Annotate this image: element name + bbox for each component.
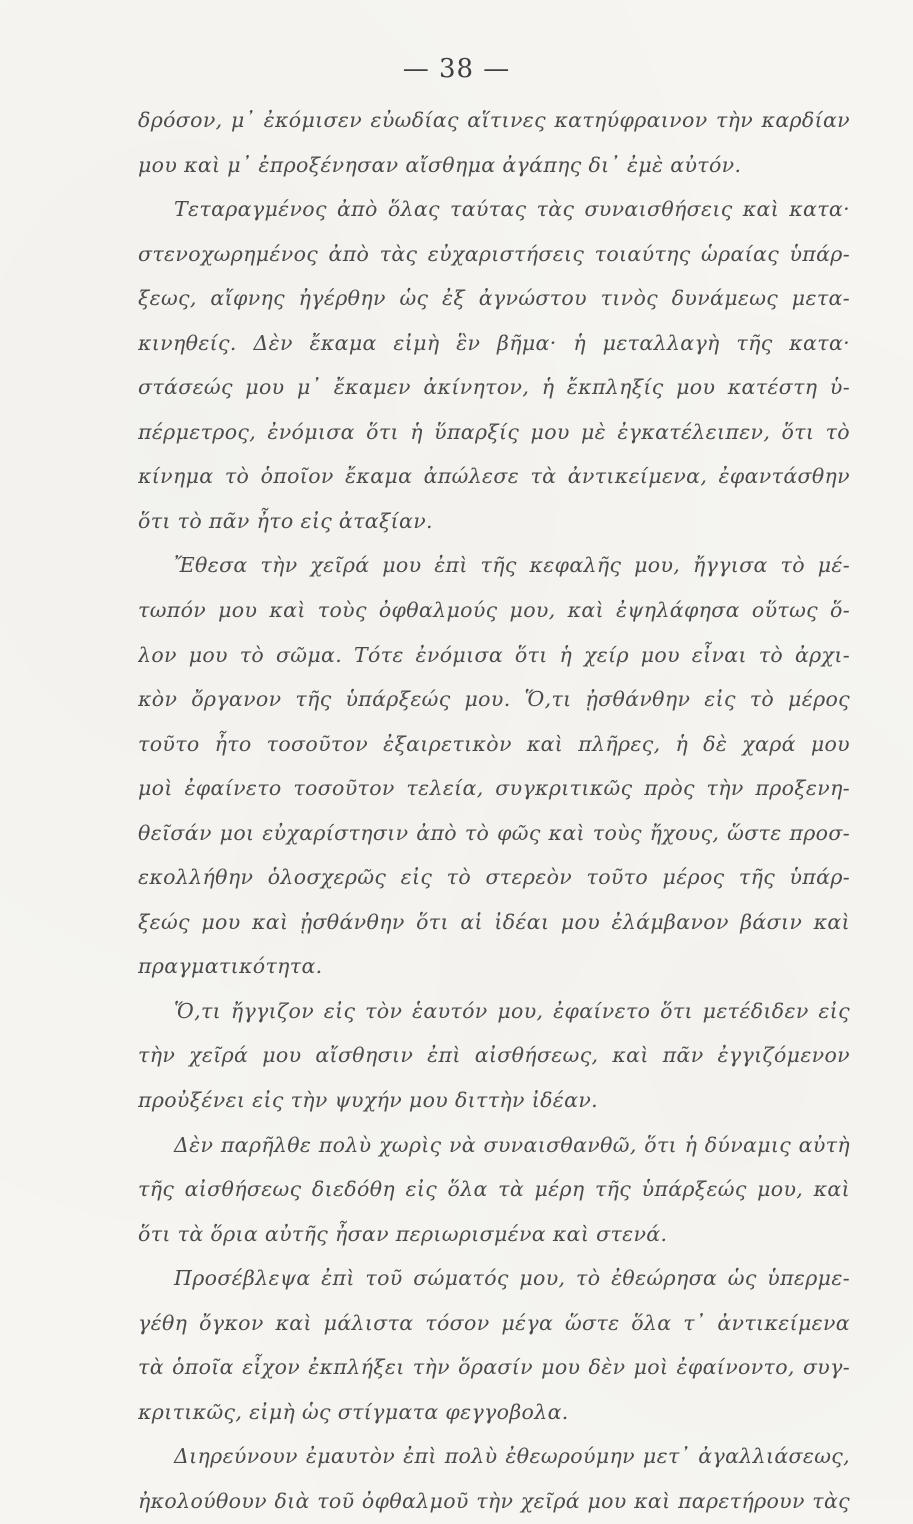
text-line: κίνημα τὸ ὁποῖον ἔκαμα ἀπώλεσε τὰ ἀντικείμενα, ἐφαντάσθην bbox=[138, 464, 850, 489]
text-line: εκολλήθην ὁλοσχερῶς εἰς τὸ στερεὸν τοῦτο μέρος τῆς ὑπάρ- bbox=[138, 865, 850, 890]
text-line: κριτικῶς, εἰμὴ ὡς στίγματα φεγγοβολα. bbox=[138, 1399, 569, 1424]
text-line: στενοχωρημένος ἀπὸ τὰς εὐχαριστήσεις τοιαύτης ὡραίας ὑπάρ- bbox=[138, 241, 850, 266]
text-line: Δὲν παρῆλθε πολὺ χωρὶς νὰ συναισθανθῶ, ὅτι ἡ δύναμις αὐτὴ bbox=[174, 1132, 850, 1157]
body-text bbox=[138, 98, 850, 1524]
text-line: τωπόν μου καὶ τοὺς ὀφθαλμούς μου, καὶ ἐψηλάφησα οὕτως ὅ- bbox=[138, 598, 850, 623]
text-line: τὰ ὁποῖα εἶχον ἐκπλήξει τὴν ὅρασίν μου δὲν μοὶ ἐφαίνοντο, συγ- bbox=[138, 1355, 850, 1380]
text-line: ὅτι τὸ πᾶν ἦτο εἰς ἀταξίαν. bbox=[138, 508, 433, 533]
text-line: πέρμετρος, ἐνόμισα ὅτι ἡ ὕπαρξίς μου μὲ ἐγκατέλειπεν, ὅτι τὸ bbox=[138, 419, 850, 444]
text-line: κινηθείς. Δὲν ἔκαμα εἰμὴ ἓν βῆμα· ἡ μεταλλαγὴ τῆς κατα· bbox=[138, 330, 850, 355]
text-line: μοὶ ἐφαίνετο τοσοῦτον τελεία, συγκριτικῶς πρὸς τὴν προξενη- bbox=[138, 776, 850, 801]
text-line: γέθη ὄγκον καὶ μάλιστα τόσον μέγα ὥστε ὅλα τ᾽ ἀντικείμενα bbox=[138, 1310, 850, 1335]
text-line: Τεταραγμένος ἀπὸ ὅλας ταύτας τὰς συναισθήσεις καὶ κατα· bbox=[174, 197, 850, 222]
text-line: στάσεώς μου μ᾽ ἔκαμεν ἀκίνητον, ἡ ἔκπληξίς μου κατέστη ὑ- bbox=[138, 375, 850, 400]
text-line: λον μου τὸ σῶμα. Τότε ἐνόμισα ὅτι ἡ χείρ μου εἶναι τὸ ἀρχι- bbox=[138, 642, 850, 667]
text-line: Ἔθεσα τὴν χεῖρά μου ἐπὶ τῆς κεφαλῆς μου, ἤγγισα τὸ μέ- bbox=[174, 553, 850, 578]
text-line: ὅτι τὰ ὅρια αὐτῆς ἦσαν περιωρισμένα καὶ στενά. bbox=[138, 1221, 668, 1246]
text-line: Προσέβλεψα ἐπὶ τοῦ σώματός μου, τὸ ἐθεώρησα ὡς ὑπερμε- bbox=[174, 1266, 850, 1291]
text-line: τῆς αἰσθήσεως διεδόθη εἰς ὅλα τὰ μέρη τῆς ὑπάρξεώς μου, καὶ bbox=[138, 1177, 850, 1202]
text-line: πραγματικότητα. bbox=[138, 954, 323, 979]
text-line: Ὅ,τι ἤγγιζον εἰς τὸν ἑαυτόν μου, ἐφαίνετο ὅτι μετέδιδεν εἰς bbox=[174, 998, 850, 1023]
text-line: μου καὶ μ᾽ ἐπροξένησαν αἴσθημα ἀγάπης δι᾽ ἐμὲ αὐτόν. bbox=[138, 152, 742, 177]
text-line: ξεώς μου καὶ ᾐσθάνθην ὅτι αἱ ἰδέαι μου ἐλάμβανον βάσιν καὶ bbox=[138, 909, 850, 934]
text-line: τὴν χεῖρά μου αἴσθησιν ἐπὶ αἰσθήσεως, καὶ πᾶν ἐγγιζόμενον bbox=[138, 1043, 850, 1068]
page-number: — 38 — bbox=[402, 54, 511, 84]
text-line: προὐξένει εἰς τὴν ψυχήν μου διττὴν ἰδέαν. bbox=[138, 1088, 599, 1113]
text-line: ξεως, αἴφνης ἠγέρθην ὡς ἐξ ἀγνώστου τινὸς δυνάμεως μετα- bbox=[138, 286, 850, 311]
text-line: κὸν ὄργανον τῆς ὑπάρξεώς μου. Ὅ,τι ᾐσθάνθην εἰς τὸ μέρος bbox=[138, 687, 850, 712]
text-line: δρόσον, μ᾽ ἐκόμισεν εὐωδίας αἵτινες κατηύφραινον τὴν καρδίαν bbox=[138, 108, 850, 132]
text-line: θεῖσάν μοι εὐχαρίστησιν ἀπὸ τὸ φῶς καὶ τοὺς ἤχους, ὥστε προσ- bbox=[138, 820, 850, 845]
text-line: Διηρεύνουν ἐμαυτὸν ἐπὶ πολὺ ἐθεωρούμην μετ᾽ ἀγαλλιάσεως, bbox=[174, 1444, 850, 1469]
text-line: τοῦτο ἦτο τοσοῦτον ἐξαιρετικὸν καὶ πλῆρες, ἡ δὲ χαρά μου bbox=[138, 731, 850, 756]
text-line: ἠκολούθουν διὰ τοῦ ὀφθαλμοῦ τὴν χεῖρά μου καὶ παρετήρουν τὰς bbox=[138, 1488, 850, 1513]
